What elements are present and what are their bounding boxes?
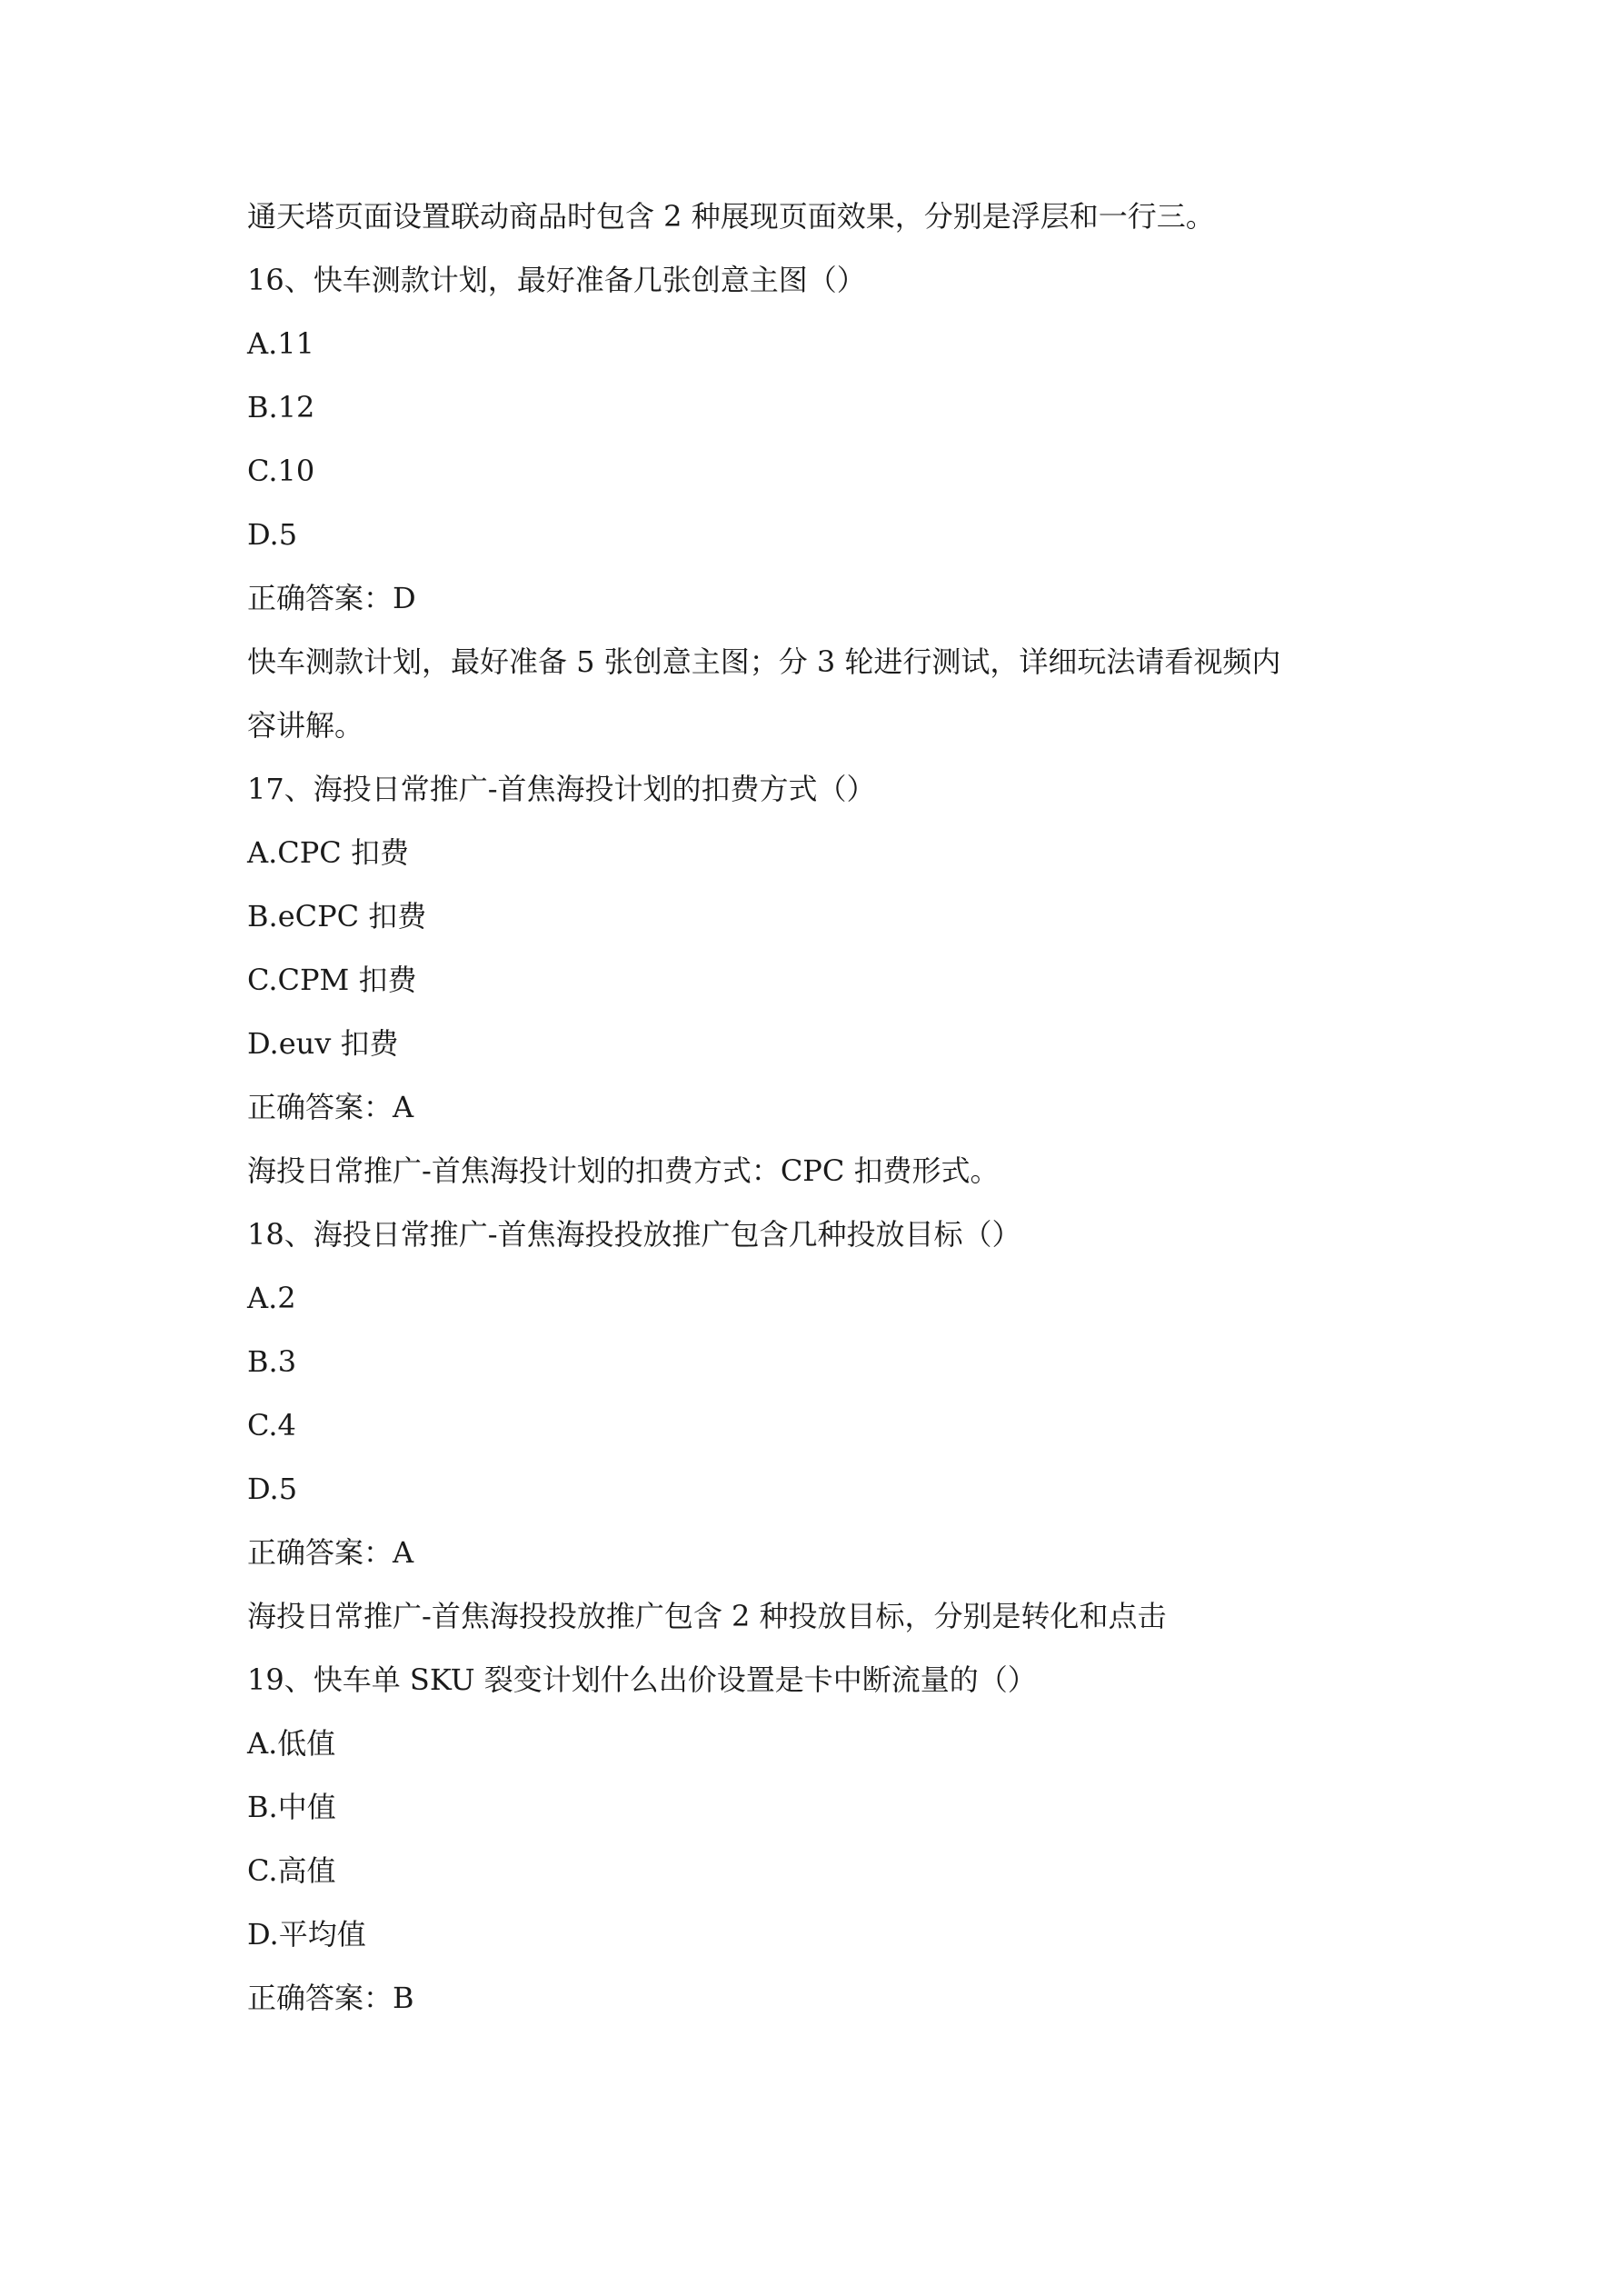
question-18-option-a: A.2 xyxy=(247,1281,296,1315)
question-19-stem: 19、快车单 SKU 裂变计划什么出价设置是卡中断流量的（） xyxy=(247,1662,1037,1697)
explanation-q15-text: 通天塔页面设置联动商品时包含 2 种展现页面效果，分别是浮层和一行三。 xyxy=(247,199,1215,234)
explanation-q16-line-2: 容讲解。 xyxy=(247,708,364,743)
question-18-option-b: B.3 xyxy=(247,1344,297,1379)
question-17-option-a: A.CPC 扣费 xyxy=(247,835,409,870)
question-17-answer: 正确答案：A xyxy=(247,1090,414,1124)
question-18-option-c: C.4 xyxy=(247,1408,296,1442)
explanation-q18-text: 海投日常推广-首焦海投投放推广包含 2 种投放目标，分别是转化和点击 xyxy=(247,1599,1167,1633)
question-19-answer: 正确答案：B xyxy=(247,1981,414,2015)
question-16-option-d: D.5 xyxy=(247,517,298,552)
question-18-option-d: D.5 xyxy=(247,1472,298,1506)
question-17-stem: 17、海投日常推广-首焦海投计划的扣费方式（） xyxy=(247,772,876,806)
question-16-option-b: B.12 xyxy=(247,390,315,424)
question-19-option-c: C.高值 xyxy=(247,1853,336,1888)
question-19-option-d: D.平均值 xyxy=(247,1917,366,1952)
question-16-option-a: A.11 xyxy=(247,326,314,361)
question-16-stem: 16、快车测款计划，最好准备几张创意主图（） xyxy=(247,263,866,297)
question-17-option-b: B.eCPC 扣费 xyxy=(247,899,427,933)
question-17-option-c: C.CPM 扣费 xyxy=(247,963,417,997)
question-19-option-b: B.中值 xyxy=(247,1790,336,1824)
question-17-option-d: D.euv 扣费 xyxy=(247,1026,399,1061)
question-19-option-a: A.低值 xyxy=(247,1726,336,1761)
question-16-answer: 正确答案：D xyxy=(247,581,416,615)
question-18-stem: 18、海投日常推广-首焦海投投放推广包含几种投放目标（） xyxy=(247,1217,1021,1252)
explanation-q16-line-1: 快车测款计划，最好准备 5 张创意主图；分 3 轮进行测试，详细玩法请看视频内 xyxy=(247,644,1281,679)
explanation-q17-text: 海投日常推广-首焦海投计划的扣费方式：CPC 扣费形式。 xyxy=(247,1153,1000,1188)
question-18-answer: 正确答案：A xyxy=(247,1535,414,1570)
question-16-option-c: C.10 xyxy=(247,454,315,488)
